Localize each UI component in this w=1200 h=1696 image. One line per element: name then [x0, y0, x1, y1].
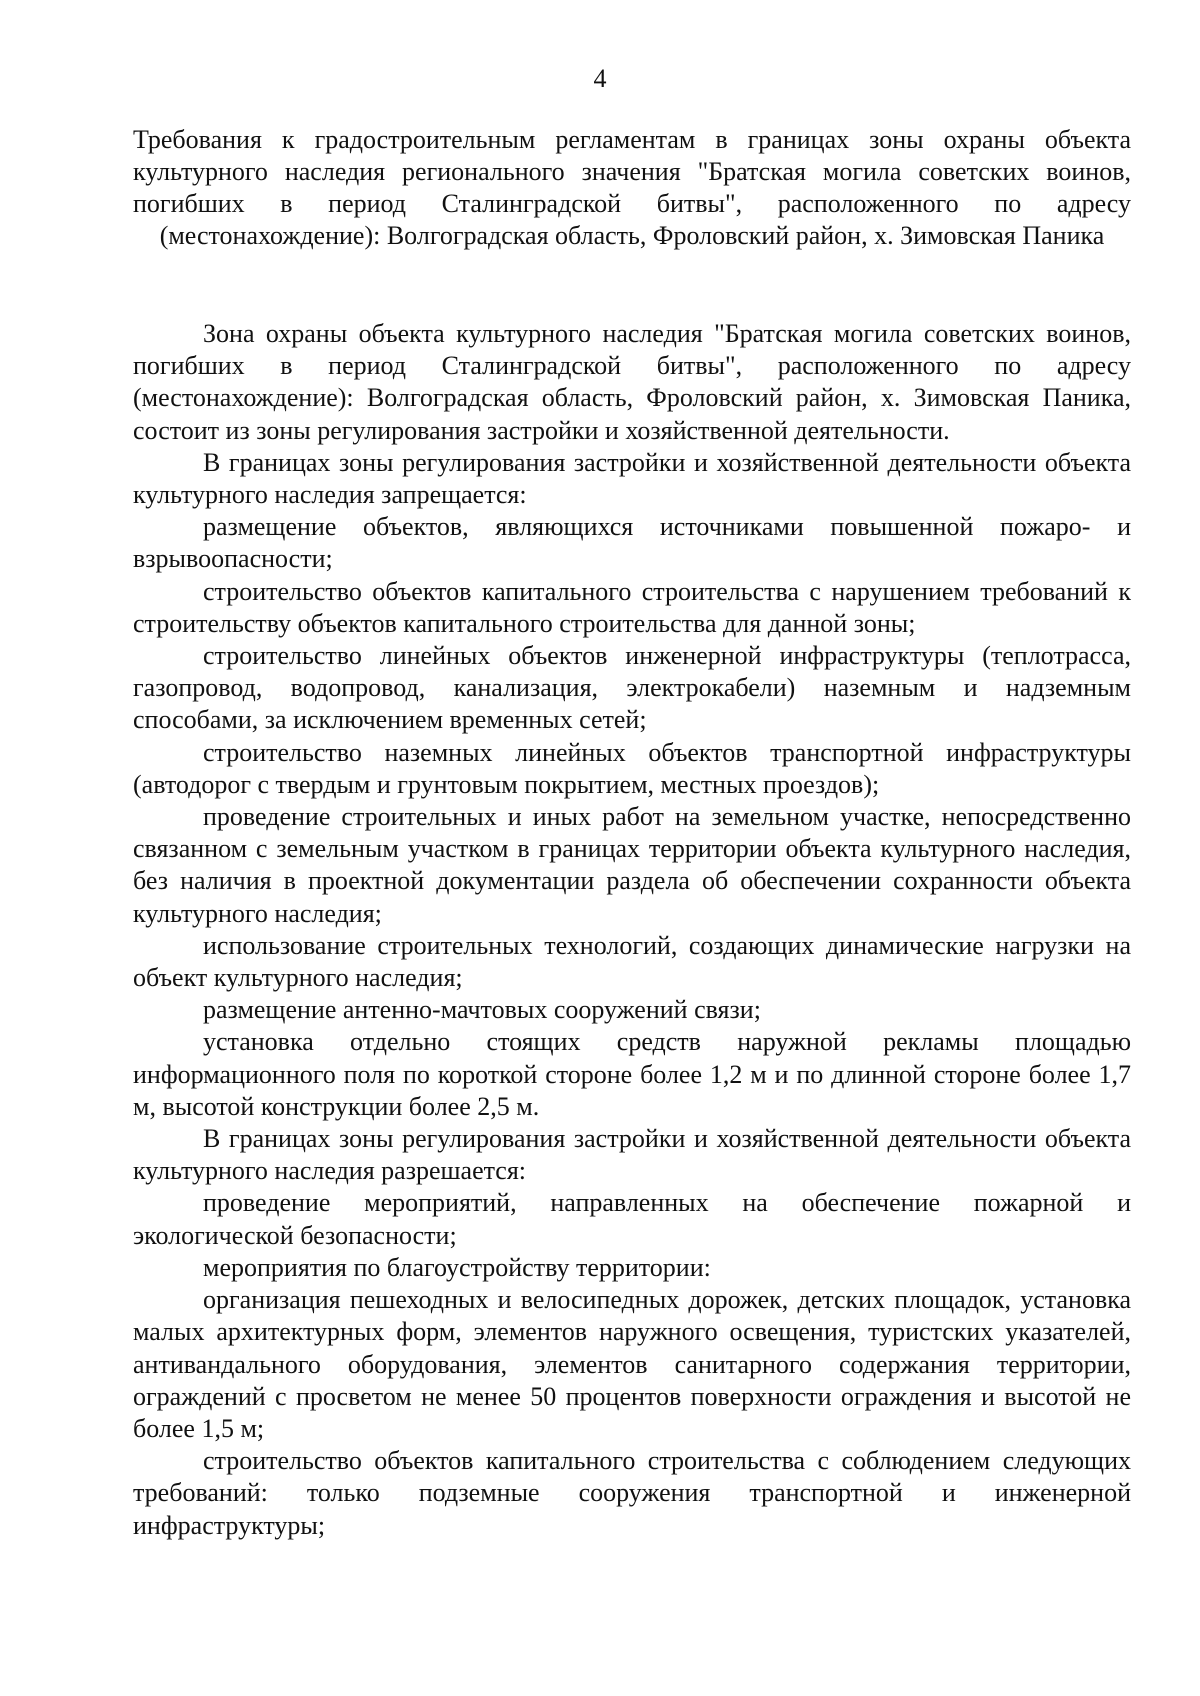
- document-body: [133, 318, 1131, 1542]
- paragraph: организация пешеходных и велосипедных дорожек, детских площадок, установка малых архитектурных форм, элементов наружного освещения, туристских указателей, антивандального оборудования, элементов санитарного содержания территории, ограждений с просветом не менее 50 процентов поверхности ограждения и высотой не более 1,5 м;: [133, 1285, 1131, 1443]
- paragraph: проведение строительных и иных работ на земельном участке, непосредственно связанном с земельным участком в границах территории объекта культурного наследия, без наличия в проектной документации раздела об обеспечении сохранности объекта культурного наследия;: [133, 802, 1131, 928]
- paragraph: размещение объектов, являющихся источниками повышенной пожаро- и взрывоопасности;: [133, 512, 1131, 574]
- paragraph: размещение антенно-мачтовых сооружений связи;: [203, 995, 761, 1025]
- paragraph: В границах зоны регулирования застройки и хозяйственной деятельности объекта культурного наследия запрещается:: [133, 447, 1131, 510]
- paragraph: строительство линейных объектов инженерной инфраструктуры (теплотрасса, газопровод, водопровод, канализация, электрокабели) наземным и надземным способами, за исключением временных сетей;: [133, 641, 1131, 735]
- paragraph: использование строительных технологий, создающих динамические нагрузки на объект культурного наследия;: [133, 930, 1131, 993]
- document-title: Требования к градостроительным регламентам в границах зоны охраны объекта культурного наследия регионального значения "Братская могила советских воинов, погибших в период Сталинградской битвы", расположенного по адресу (местонахождение): Волгоградская область, Фроловский район, х. Зимовская Паника: [133, 125, 1131, 250]
- paragraph: строительство объектов капитального строительства с нарушением требований к строительству объектов капитального строительства для данной зоны;: [133, 576, 1131, 638]
- paragraph: строительство наземных линейных объектов транспортной инфраструктуры (автодорог с твердым и грунтовым покрытием, местных проездов);: [133, 737, 1131, 799]
- paragraph: установка отдельно стоящих средств наружной рекламы площадью информационного поля по короткой стороне более 1,2 м и по длинной стороне более 1,7 м, высотой конструкции более 2,5 м.: [133, 1027, 1131, 1121]
- paragraph: проведение мероприятий, направленных на обеспечение пожарной и экологической безопасности;: [133, 1188, 1131, 1250]
- paragraph: строительство объектов капитального строительства с соблюдением следующих требований: только подземные сооружения транспортной и инженерной инфраструктуры;: [133, 1446, 1131, 1540]
- page-number: 4: [593, 64, 607, 93]
- paragraph: мероприятия по благоустройству территории:: [203, 1252, 711, 1282]
- paragraph: Зона охраны объекта культурного наследия "Братская могила советских воинов, погибших в период Сталинградской битвы", расположенного по адресу (местонахождение): Волгоградская область, Фроловский район, х. Зимовская Паника, состоит из зоны регулирования застройки и хозяйственной деятельности.: [133, 319, 1131, 445]
- paragraph: В границах зоны регулирования застройки и хозяйственной деятельности объекта культурного наследия разрешается:: [133, 1124, 1131, 1186]
